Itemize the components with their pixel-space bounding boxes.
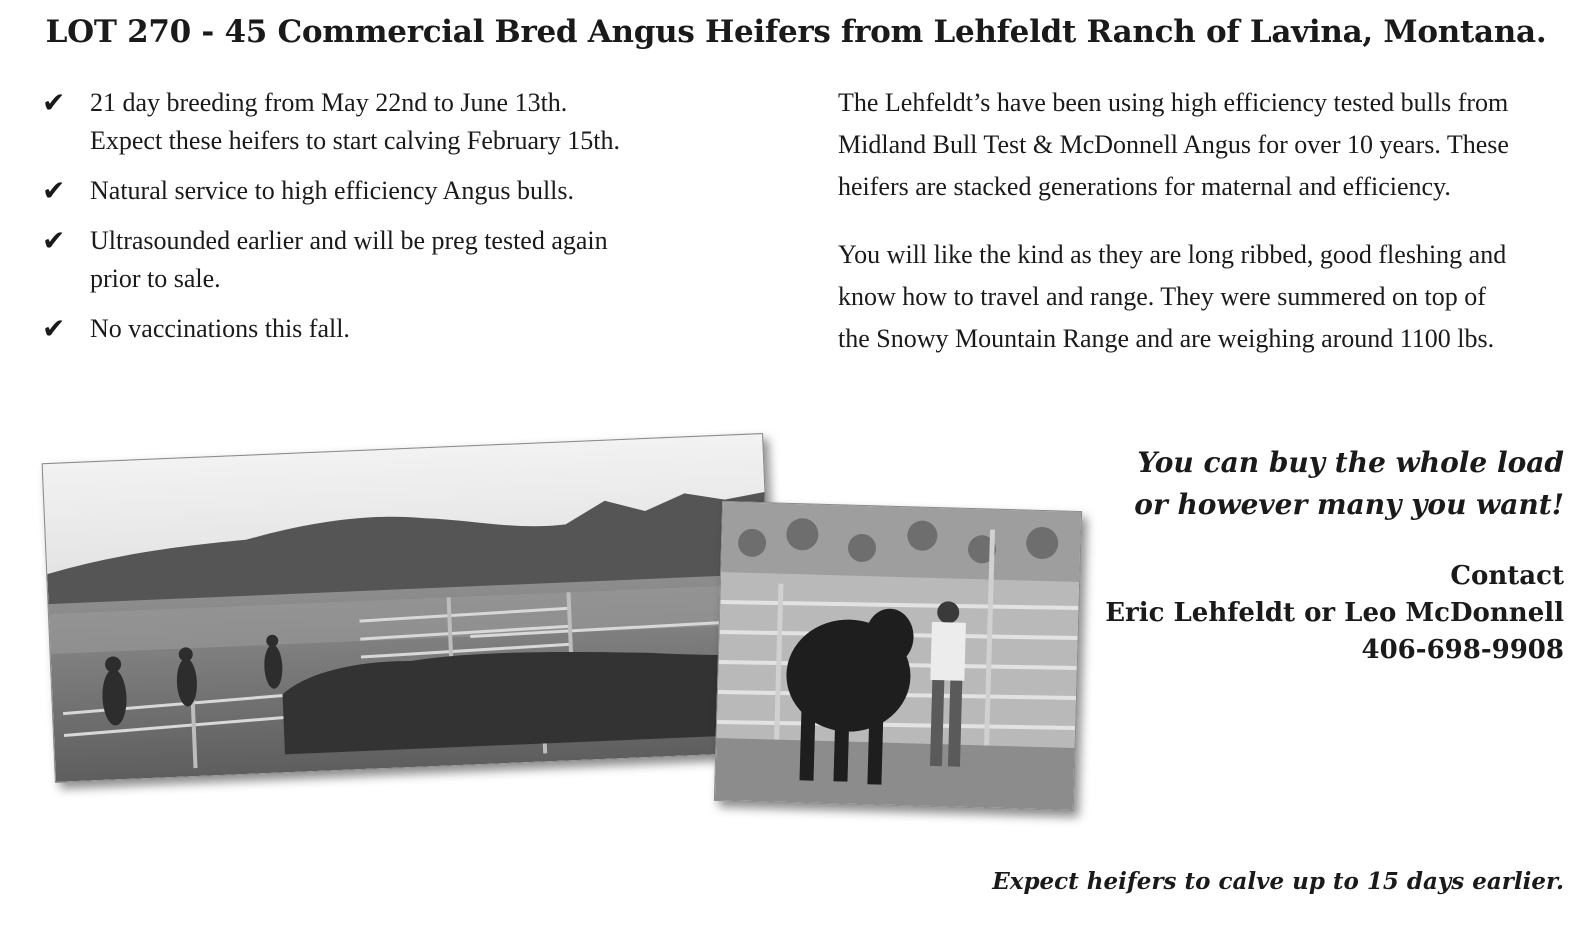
list-item-text: No vaccinations this fall. bbox=[90, 314, 350, 343]
checkmark-icon: ✔ bbox=[42, 86, 66, 119]
contact-phone: 406-698-9908 bbox=[1361, 635, 1564, 665]
list-item bbox=[40, 172, 760, 210]
contact-names: Eric Lehfeldt or Leo McDonnell bbox=[1105, 598, 1564, 628]
list-item-text: Natural service to high efficiency Angus bulls. bbox=[90, 176, 575, 205]
calving-footnote: Expect heifers to calve up to 15 days earlier. bbox=[992, 868, 1564, 895]
promo-message bbox=[1134, 442, 1564, 526]
feature-list bbox=[40, 84, 760, 360]
checkmark-icon: ✔ bbox=[42, 174, 66, 207]
contact-block bbox=[1105, 558, 1564, 669]
checkmark-icon: ✔ bbox=[42, 224, 66, 257]
cattle-pens-photo bbox=[42, 433, 777, 783]
list-item bbox=[40, 222, 760, 298]
heifer-description-paragraph: You will like the kind as they are long ribbed, good fleshing and know how to travel and range. They were summered on top of the Snowy Mountain Range and are weighing around 1100 lbs. bbox=[838, 240, 1507, 353]
checkmark-icon: ✔ bbox=[42, 312, 66, 345]
list-item-text: 21 day breeding from May 22nd to June 13th. Expect these heifers to start calving February 15th. bbox=[90, 88, 620, 155]
lot-title: LOT 270 - 45 Commercial Bred Angus Heifers from Lehfeldt Ranch of Lavina, Montana. bbox=[45, 14, 1547, 50]
list-item-text: Ultrasounded earlier and will be preg tested again prior to sale. bbox=[90, 226, 608, 293]
heifer-with-handler-photo bbox=[714, 501, 1082, 811]
promo-line: or however many you want! bbox=[1134, 488, 1564, 521]
list-item bbox=[40, 310, 760, 348]
ranch-history-paragraph: The Lehfeldt’s have been using high efficiency tested bulls from Midland Bull Test & McDonnell Angus for over 10 years. These heifers are stacked generations for maternal and efficiency. bbox=[838, 88, 1509, 201]
contact-heading: Contact bbox=[1450, 561, 1564, 591]
promo-line: You can buy the whole load bbox=[1137, 446, 1564, 479]
list-item bbox=[40, 84, 760, 160]
